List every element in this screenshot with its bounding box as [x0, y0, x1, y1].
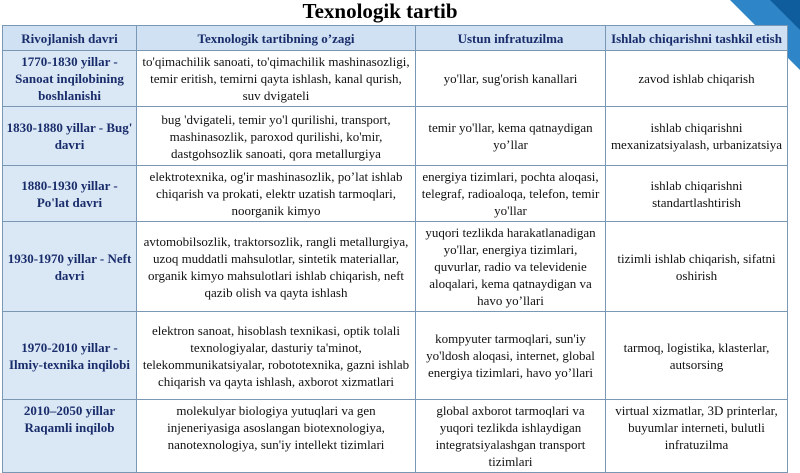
table-row [3, 107, 788, 166]
period-cell: 1880-1930 yillar - Po'lat davri [3, 166, 137, 222]
core-cell: elektron sanoat, hisoblash texnikasi, optik tolali texnologiyalar, dasturiy ta'minot, telekommunikatsiyalar, robototexnika, gazni ishlab chiqarish va qayta ishlash, axborot xizmatlari [137, 312, 416, 400]
table-row [3, 51, 788, 107]
table-row [3, 166, 788, 222]
table-row [3, 400, 788, 473]
period-cell: 2010–2050 yillar Raqamli inqilob [3, 400, 137, 473]
column-header-core: Texnologik tartibning o’zagi [137, 26, 416, 51]
period-cell: 1930-1970 yillar - Neft davri [3, 222, 137, 312]
technology-table [2, 25, 788, 473]
page-title: Texnologik tartib [302, 0, 458, 23]
organization-cell: ishlab chiqarishni mexanizatsiyalash, urbanizatsiya [606, 107, 788, 166]
organization-cell: tarmoq, logistika, klasterlar, autsorsing [606, 312, 788, 400]
column-header-infrastructure: Ustun infratuzilma [416, 26, 606, 51]
core-cell: molekulyar biologiya yutuqlari va gen injeneriyasiga asoslangan biotexnologiya, nanotexnologiya, sun'iy intellekt tizimlari [137, 400, 416, 473]
period-cell: 1970-2010 yillar - Ilmiy-texnika inqilobi [3, 312, 137, 400]
core-cell: elektrotexnika, og'ir mashinasozlik, po’lat ishlab chiqarish va prokati, elektr uzatish tarmoqlari, noorganik kimyo [137, 166, 416, 222]
core-cell: bug 'dvigateli, temir yo'l qurilishi, transport, mashinasozlik, paroxod qurilishi, ko'mir, dastgohsozlik sanoati, qora metallurgiya [137, 107, 416, 166]
infrastructure-cell: yo'llar, sug'orish kanallari [416, 51, 606, 107]
table-row [3, 312, 788, 400]
infrastructure-cell: yuqori tezlikda harakatlanadigan yo'llar, energiya tizimlari, quvurlar, radio va televidenie aloqalari, kema qatnaydigan va havo yo’llari [416, 222, 606, 312]
infrastructure-cell: kompyuter tarmoqlari, sun'iy yo'ldosh aloqasi, internet, global energiya tizimlari, havo yo’llari [416, 312, 606, 400]
organization-cell: zavod ishlab chiqarish [606, 51, 788, 107]
organization-cell: virtual xizmatlar, 3D printerlar, buyumlar interneti, bulutli infratuzilma [606, 400, 788, 473]
core-cell: avtomobilsozlik, traktorsozlik, rangli metallurgiya, uzoq muddatli mahsulotlar, sintetik materiallar, organik kimyo mahsulotlari ishlab chiqarish, neft qazib olish va qayta ishlash [137, 222, 416, 312]
infrastructure-cell: energiya tizimlari, pochta aloqasi, telegraf, radioaloqa, telefon, temir yo'llar [416, 166, 606, 222]
organization-cell: ishlab chiqarishni standartlashtirish [606, 166, 788, 222]
column-header-period: Rivojlanish davri [3, 26, 137, 51]
infrastructure-cell: temir yo'llar, kema qatnaydigan yo’llar [416, 107, 606, 166]
core-cell: to'qimachilik sanoati, to'qimachilik mashinasozligi, temir eritish, temirni qayta ishlash, kanal qurish, suv dvigateli [137, 51, 416, 107]
infrastructure-cell: global axborot tarmoqlari va yuqori tezlikda ishlaydigan integratsiyalashgan transport tizimlari [416, 400, 606, 473]
period-cell: 1770-1830 yillar - Sanoat inqilobining boshlanishi [3, 51, 137, 107]
organization-cell: tizimli ishlab chiqarish, sifatni oshirish [606, 222, 788, 312]
column-header-organization: Ishlab chiqarishni tashkil etish [606, 26, 788, 51]
table-row [3, 222, 788, 312]
table-header-row [3, 26, 788, 51]
period-cell: 1830-1880 yillar - Bug' davri [3, 107, 137, 166]
